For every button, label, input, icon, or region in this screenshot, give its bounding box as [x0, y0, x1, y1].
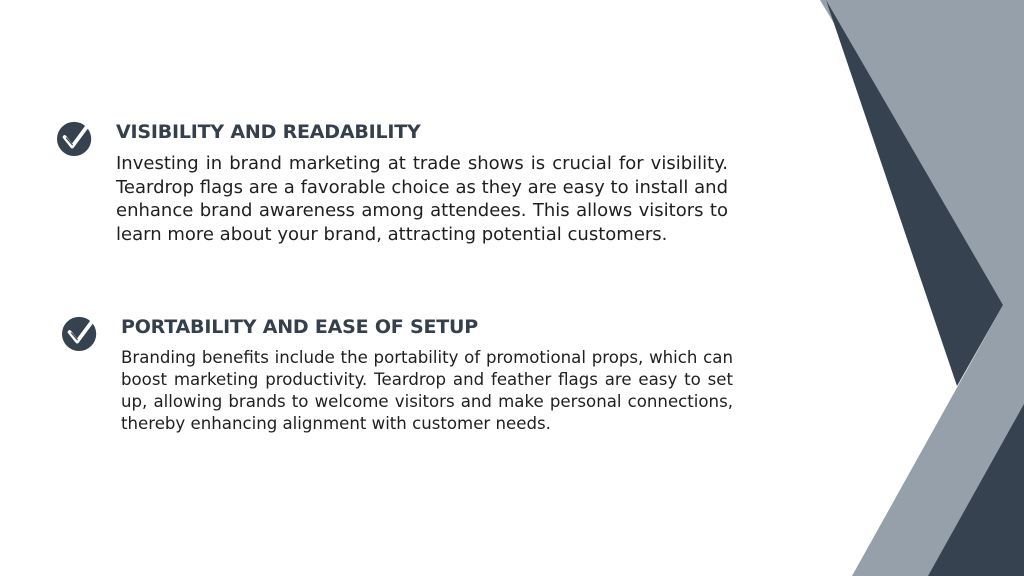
feature-description: Branding benefits include the portability of promotional props, which can boost marketing productivity. Teardrop and feather flags are easy to set up, allowing brands to welcome visitors and make personal connections, thereby enhancing alignment with customer needs.	[121, 348, 733, 433]
check-circle-icon	[62, 314, 100, 352]
feature-title: VISIBILITY AND READABILITY	[116, 121, 421, 143]
check-circle-icon	[57, 119, 95, 157]
feature-title: PORTABILITY AND EASE OF SETUP	[121, 316, 478, 338]
feature-description: Investing in brand marketing at trade shows is crucial for visibility. Teardrop flags are a favorable choice as they are easy to install and enhance brand awareness among attendees. This allows visitors to learn more about your brand, attracting potential customers.	[116, 153, 728, 245]
